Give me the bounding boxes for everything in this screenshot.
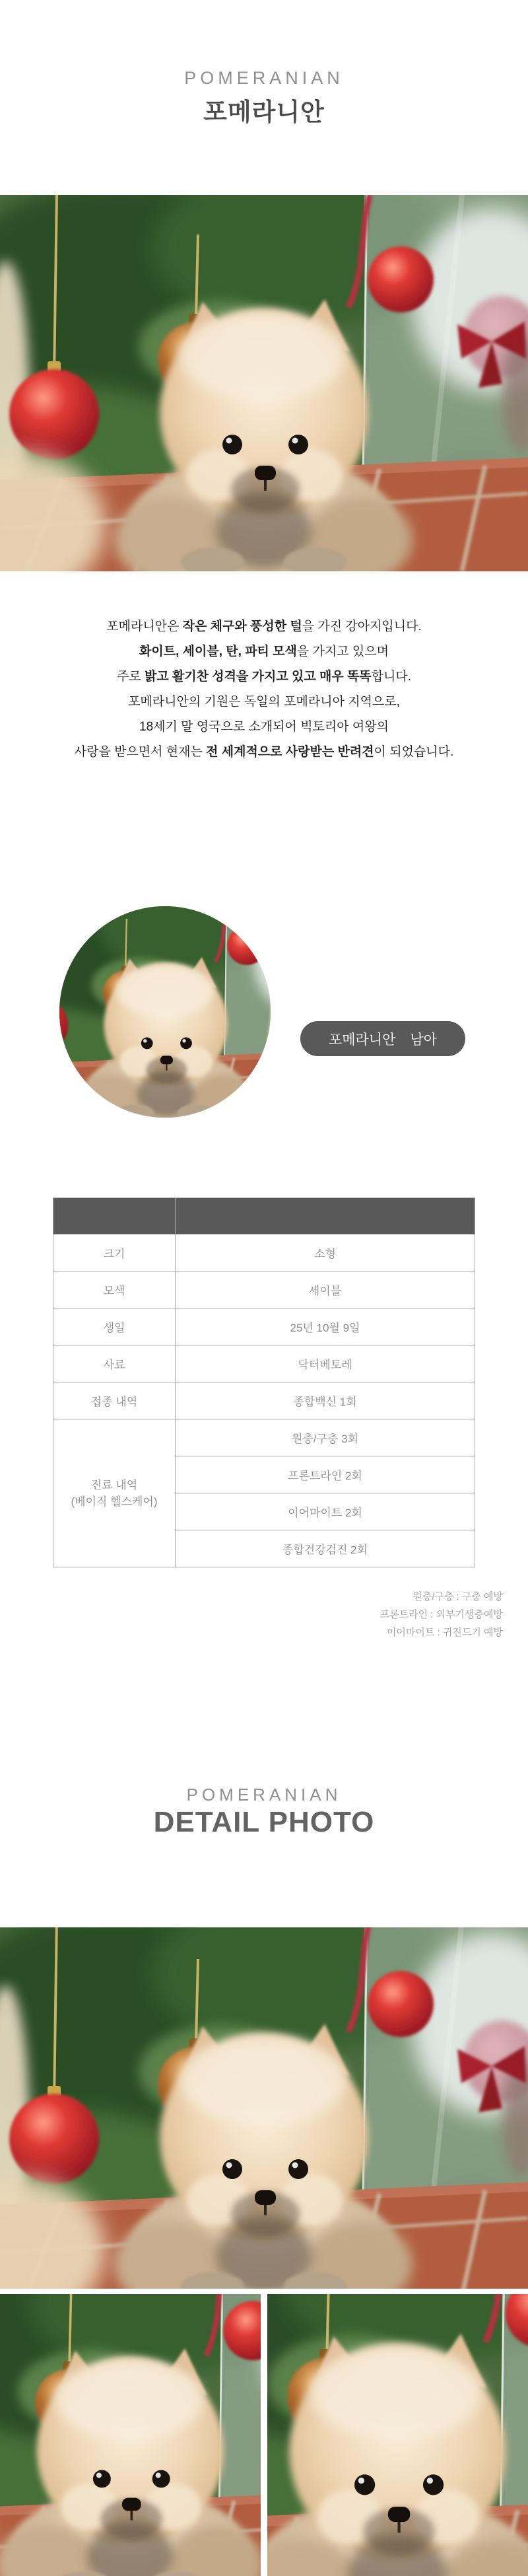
table-row (53, 1308, 475, 1345)
row-value: 원충/구충 3회 (176, 1419, 475, 1456)
footnote-line: 프론트라인 : 외부기생충예방 (380, 1609, 503, 1620)
row-value: 닥터베토레 (176, 1345, 475, 1382)
detail-section-title-en: POMERANIAN (186, 1785, 342, 1805)
pomeranian-detail-illustration (0, 1927, 528, 2289)
detail-photo-left (0, 2294, 261, 2576)
detail-photo-large (0, 1927, 528, 2289)
row-label: 크기 (53, 1234, 176, 1271)
row-label: 생일 (53, 1308, 176, 1345)
row-value: 소형 (176, 1234, 475, 1271)
intro-paragraph (0, 614, 528, 765)
row-value: 25년 10월 9일 (176, 1308, 475, 1345)
badge-breed-label: 포메라니안 (328, 1032, 396, 1048)
table-row (53, 1271, 475, 1308)
table-row (53, 1419, 475, 1456)
table-footnotes (380, 1588, 503, 1641)
row-value: 세이블 (176, 1271, 475, 1308)
footnote-line: 이어마이트 : 귀진드기 예방 (386, 1627, 503, 1638)
footnote-line: 원충/구충 : 구충 예방 (412, 1591, 503, 1602)
table-header-label-cell (53, 1198, 176, 1234)
intro-line: 포메라니안은 작은 체구와 풍성한 털을 가진 강아지입니다. (106, 620, 422, 633)
detail-section-title-main: DETAIL PHOTO (153, 1806, 375, 1838)
row-label: 모색 (53, 1271, 176, 1308)
table-header-value-cell (176, 1198, 475, 1234)
table-row (53, 1382, 475, 1419)
intro-line: 18세기 말 영국으로 소개되어 빅토리아 여왕의 (139, 720, 389, 734)
pomeranian-avatar-illustration (59, 906, 271, 1118)
detail-photo-right (267, 2294, 528, 2576)
row-value: 이어마이트 2회 (176, 1493, 475, 1530)
intro-line: 주로 밝고 활기찬 성격을 가지고 있고 매우 똑똑합니다. (116, 670, 412, 684)
pomeranian-closeup-illustration (0, 2294, 261, 2576)
badge-sex-label: 남아 (410, 1032, 437, 1048)
care-label-line1: 진료 내역 (90, 1478, 138, 1491)
page-title-ko: 포메라니안 (203, 98, 325, 125)
pomeranian-closeup-zoom-illustration (267, 2294, 528, 2576)
care-label-line2: (베이직 헬스케어) (71, 1495, 158, 1508)
table-row (53, 1345, 475, 1382)
pomeranian-photo-illustration (0, 195, 528, 571)
row-value: 종합건강검진 2회 (176, 1530, 475, 1567)
table-header-row (53, 1198, 475, 1234)
care-row-label (53, 1419, 176, 1567)
breed-sex-badge (300, 1021, 465, 1056)
page-title-en: POMERANIAN (184, 68, 344, 88)
table-row (53, 1234, 475, 1271)
row-label: 접종 내역 (53, 1382, 176, 1419)
row-label: 사료 (53, 1345, 176, 1382)
profile-photo (59, 906, 271, 1118)
intro-line: 포메라니안의 기원은 독일의 포메라니아 지역으로, (128, 695, 400, 709)
info-table (53, 1198, 475, 1567)
row-value: 종합백신 1회 (176, 1382, 475, 1419)
row-value: 프론트라인 2회 (176, 1456, 475, 1493)
intro-line: 사랑을 받으면서 현재는 전 세계적으로 사랑받는 반려견이 되었습니다. (74, 745, 454, 759)
intro-line: 화이트, 세이블, 탄, 파티 모색을 가지고 있으며 (139, 645, 389, 659)
hero-photo (0, 195, 528, 571)
